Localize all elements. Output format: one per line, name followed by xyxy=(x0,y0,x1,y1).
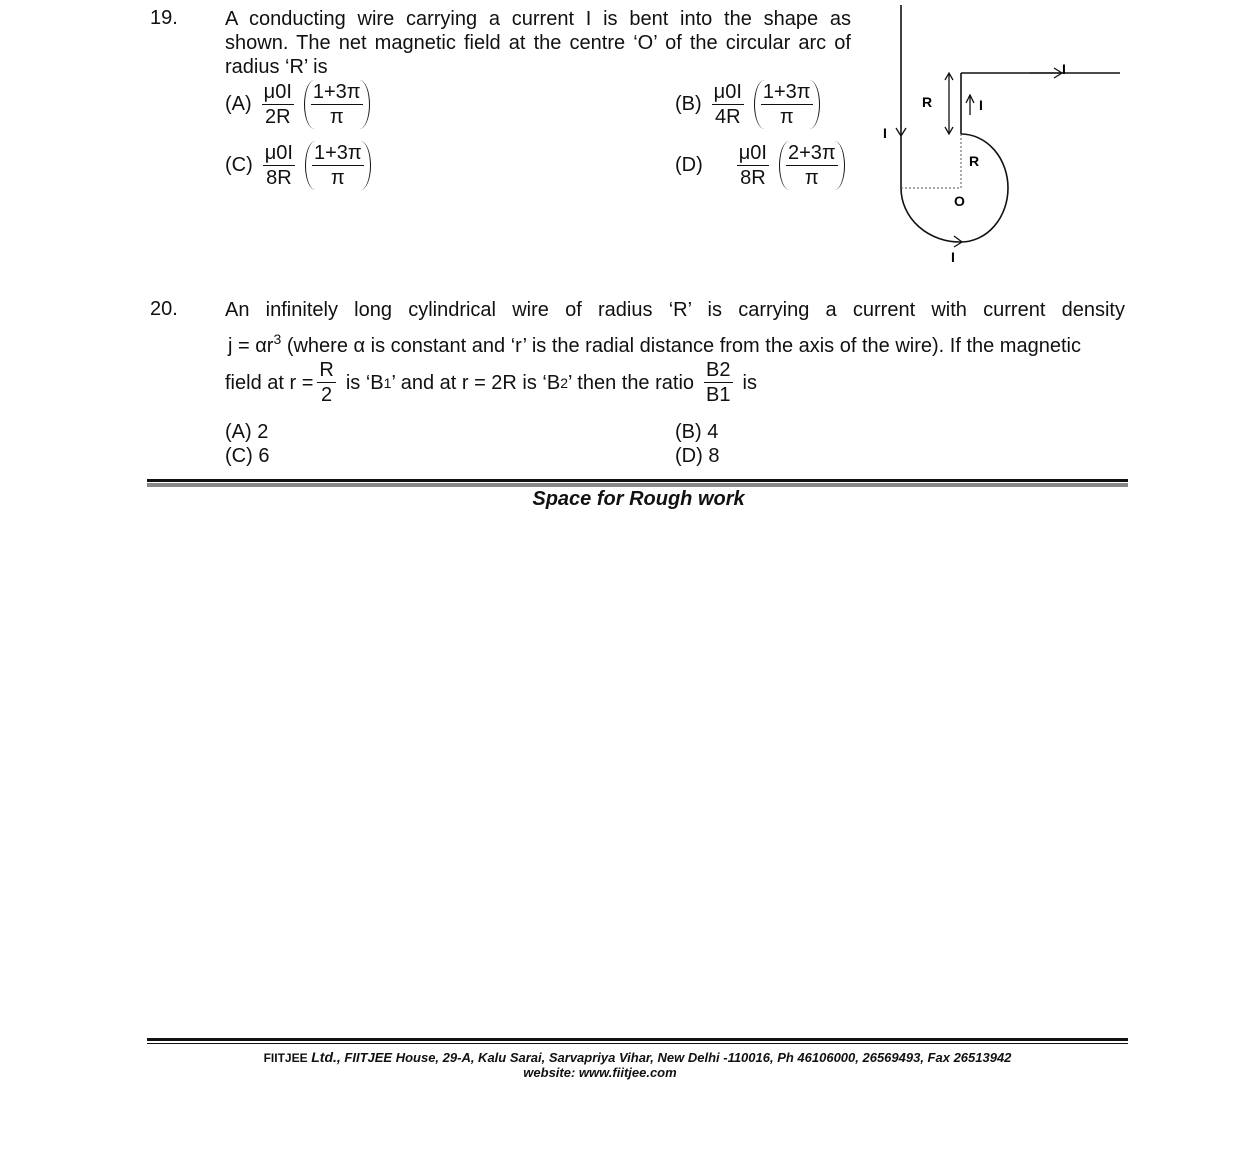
option-label: (C) xyxy=(225,154,253,176)
subscript-2: 2 xyxy=(560,374,569,391)
label-i-bottom: I xyxy=(951,249,955,265)
fraction-numerator: R xyxy=(319,359,334,381)
footer-address xyxy=(147,1049,1128,1065)
fraction-numerator: 1+3π xyxy=(762,81,811,103)
bracket-expression xyxy=(754,80,820,129)
fraction-numerator: 1+3π xyxy=(312,81,361,103)
q19-text-line3: radius ‘R’ is xyxy=(225,56,328,78)
separator-line-top xyxy=(147,479,1128,482)
q20-line2-rest: (where α is constant and ‘r’ is the radial distance from the axis of the wire). If the magnetic xyxy=(281,335,1081,357)
q20-option-b[interactable]: (B) 4 xyxy=(675,421,719,443)
q19-option-b[interactable] xyxy=(675,80,820,129)
q20-text-line1: An infinitely long cylindrical wire of radius ‘R’ is carrying a current with current density xyxy=(225,299,1125,321)
fraction-numerator: 1+3π xyxy=(313,142,362,164)
question-number-20: 20. xyxy=(150,298,178,320)
label-i-left: I xyxy=(883,125,887,141)
bracket-expression xyxy=(779,141,845,190)
q19-option-a[interactable] xyxy=(225,80,370,129)
footer-brand: FIITJEE xyxy=(263,1051,308,1065)
q19-text-line1: A conducting wire carrying a current I is bent into the shape as xyxy=(225,8,851,30)
label-o-centre: O xyxy=(954,193,965,209)
fraction-denominator: 8R xyxy=(266,167,292,189)
q19-option-c[interactable] xyxy=(225,141,371,190)
fraction-denominator: π xyxy=(329,106,344,128)
footer-address-text: FIITJEE House, 29-A, Kalu Sarai, Sarvapriya Vihar, New Delhi -110016, Ph 46106000, 26569493, Fax 26513942 xyxy=(344,1050,1012,1065)
coefficient-fraction xyxy=(737,141,769,190)
q20-option-a[interactable]: (A) 2 xyxy=(225,421,269,443)
coefficient-fraction xyxy=(262,80,294,129)
coefficient-fraction xyxy=(263,141,295,190)
q19-option-d[interactable] xyxy=(675,141,845,190)
bracket-fraction xyxy=(312,141,364,190)
rough-work-heading: Space for Rough work xyxy=(532,488,745,510)
q20-line3-part-c: ’ and at r = 2R is ‘B xyxy=(391,371,561,394)
fraction-denominator: 8R xyxy=(740,167,766,189)
fraction-numerator: μ0I xyxy=(263,81,292,103)
option-label: (A) xyxy=(225,93,252,115)
option-label: (B) xyxy=(675,93,702,115)
q19-text-line2: shown. The net magnetic field at the centre ‘O’ of the circular arc of xyxy=(225,32,851,54)
option-d-expression xyxy=(737,141,845,190)
footer-line-thick xyxy=(147,1038,1128,1041)
q20-line3-part-a: field at r = xyxy=(225,371,314,394)
fraction-denominator: 2 xyxy=(321,384,333,406)
q20-option-c[interactable]: (C) 6 xyxy=(225,445,270,467)
option-label: (D) xyxy=(675,154,703,176)
fraction-numerator: μ0I xyxy=(738,142,767,164)
q20-line3-part-e: is xyxy=(742,371,757,394)
label-r-top: R xyxy=(922,94,933,110)
fraction-numerator: B2 xyxy=(706,359,731,381)
wire-diagram xyxy=(870,0,1130,270)
separator-line-shade xyxy=(147,483,1128,487)
subscript-1: 1 xyxy=(383,374,392,391)
coefficient-fraction xyxy=(712,80,744,129)
fraction-numerator: μ0I xyxy=(264,142,293,164)
q20-text-line3 xyxy=(225,358,757,407)
label-i-top: I xyxy=(1062,61,1066,77)
q20-text-line2 xyxy=(228,327,1126,358)
fraction-r-over-2 xyxy=(317,358,335,407)
footer-ltd: Ltd., xyxy=(311,1049,341,1065)
question-number-19: 19. xyxy=(150,7,178,29)
q20-line3-part-d: ’ then the ratio xyxy=(568,371,695,394)
exponent: 3 xyxy=(273,331,282,347)
bracket-fraction xyxy=(786,141,838,190)
fraction-b2-over-b1 xyxy=(704,358,732,407)
footer-website[interactable]: website: www.fiitjee.com xyxy=(523,1065,677,1080)
fraction-denominator: π xyxy=(779,106,794,128)
footer-line-thin xyxy=(147,1043,1128,1044)
fraction-denominator: 2R xyxy=(264,106,291,128)
label-r-arc: R xyxy=(969,153,980,169)
q20-line3-part-b: is ‘B xyxy=(345,371,384,394)
fraction-denominator: π xyxy=(330,167,345,189)
bracket-expression xyxy=(304,80,370,129)
bracket-fraction xyxy=(311,80,363,129)
q20-option-d[interactable]: (D) 8 xyxy=(675,445,720,467)
current-density-expression: j = αr xyxy=(228,335,274,357)
bracket-expression xyxy=(305,141,371,190)
fraction-denominator: π xyxy=(804,167,819,189)
label-i-up: I xyxy=(979,97,983,113)
fraction-denominator: B1 xyxy=(706,384,731,406)
fraction-denominator: 4R xyxy=(714,106,741,128)
fraction-numerator: 2+3π xyxy=(787,142,836,164)
fraction-numerator: μ0I xyxy=(713,81,742,103)
bracket-fraction xyxy=(761,80,813,129)
